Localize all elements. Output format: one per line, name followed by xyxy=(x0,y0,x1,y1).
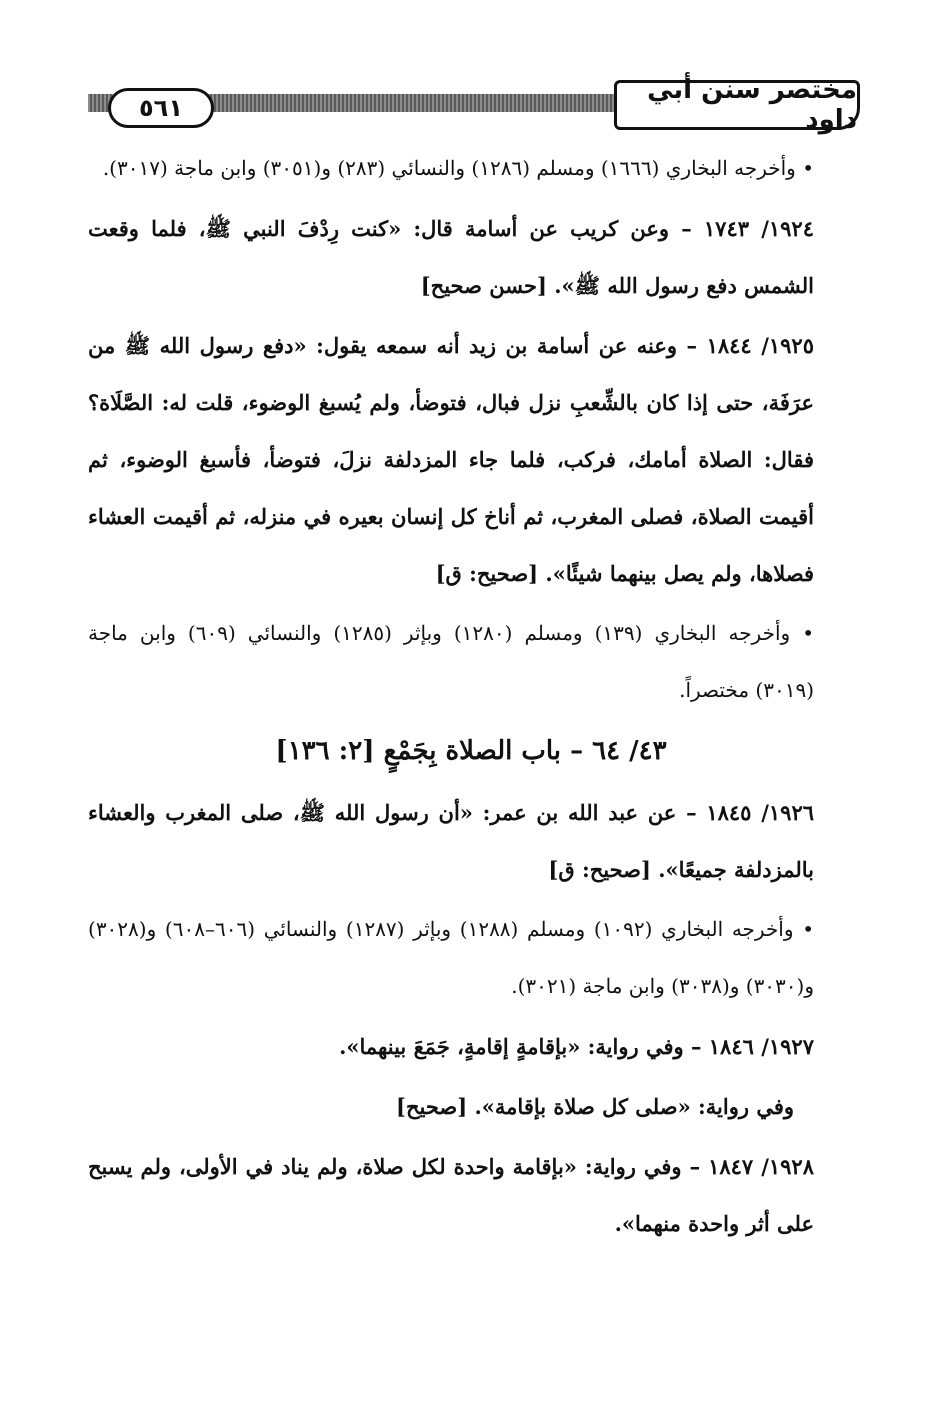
hadith-text: – وعن كريب عن أسامة قال: «كنت رِدْفَ النبي ﷺ، فلما وقعت الشمس دفع رسول الله ﷺ». xyxy=(88,216,814,298)
reference-note: • وأخرجه البخاري (١٣٩) ومسلم (١٢٨٠) وبإثر (١٢٨٥) والنسائي (٦٠٩) وابن ماجة (٣٠١٩) مختصراً. xyxy=(88,621,814,702)
hadith-1924 xyxy=(88,200,854,314)
book-title: مختصر سنن أبي داود xyxy=(614,80,860,130)
hadith-number: ١٩٢٧/ ١٨٤٦ xyxy=(708,1034,814,1059)
hadith-1927 xyxy=(88,1018,854,1075)
hadith-text: – وفي رواية: «بإقامة واحدة لكل صلاة، ولم يناد في الأولى، ولم يسبح على أثر واحدة منهما». xyxy=(88,1154,814,1236)
reference-note: • وأخرجه البخاري (١٠٩٢) ومسلم (١٢٨٨) وبإثر (١٢٨٧) والنسائي (٦٠٦–٦٠٨) و(٣٠٢٨) و(٣٠٣٠) و(٣٠٣٨) وابن ماجة (٣٠٢١). xyxy=(88,917,814,998)
hadith-1926 xyxy=(88,784,854,898)
hadith-grade: [صحيح: ق] xyxy=(548,857,651,882)
hadith-1928 xyxy=(88,1138,854,1252)
hadith-grade: [صحيح: ق] xyxy=(435,561,539,586)
page-header xyxy=(88,75,860,135)
hadith-text: وفي رواية: «صلى كل صلاة بإقامة». xyxy=(474,1094,794,1119)
hadith-number: ١٩٢٨/ ١٨٤٧ xyxy=(708,1154,814,1179)
page-body xyxy=(88,140,854,1255)
hadith-text: – عن عبد الله بن عمر: «أن رسول الله ﷺ، صلى المغرب والعشاء بالمزدلفة جميعًا». xyxy=(88,800,814,882)
hadith-1927-variant xyxy=(88,1078,854,1135)
hadith-number: ١٩٢٥/ ١٨٤٤ xyxy=(706,333,814,358)
hadith-number: ١٩٢٤/ ١٧٤٣ xyxy=(703,216,814,241)
hadith-text: – وفي رواية: «بإقامةٍ إقامةٍ، جَمَعَ بينهما». xyxy=(339,1034,702,1059)
hadith-number: ١٩٢٦/ ١٨٤٥ xyxy=(706,800,815,825)
hadith-grade: [حسن صحيح] xyxy=(420,273,547,298)
hadith-text: – وعنه عن أسامة بن زيد أنه سمعه يقول: «دفع رسول الله ﷺ من عرَفَة، حتى إذا كان بالشِّعبِ نزل فبال، فتوضأ، ولم يُسبغ الوضوء، قلت له: الصَّلَاة؟ فقال: الصلاة أمامك، فركب، فلما جاء المزدلفة نزلَ، فتوضأ، فأسبغ الوضوء، ثم أقيمت الصلاة، فصلى المغرب، ثم أناخ كل إنسان بعيره في منزله، ثم أقيمت العشاء فصلاها، ولم يصل بينهما شيئًا». xyxy=(88,333,814,586)
chapter-heading: ٤٣/ ٦٤ – باب الصلاة بِجَمْعٍ [٢: ١٣٦] xyxy=(275,736,667,766)
page-number: ٥٦١ xyxy=(108,88,214,128)
hadith-grade: [صحيح] xyxy=(396,1094,468,1119)
hadith-1925 xyxy=(88,317,854,602)
reference-note: • وأخرجه البخاري (١٦٦٦) ومسلم (١٢٨٦) والنسائي (٢٨٣) و(٣٠٥١) وابن ماجة (٣٠١٧). xyxy=(102,156,814,180)
